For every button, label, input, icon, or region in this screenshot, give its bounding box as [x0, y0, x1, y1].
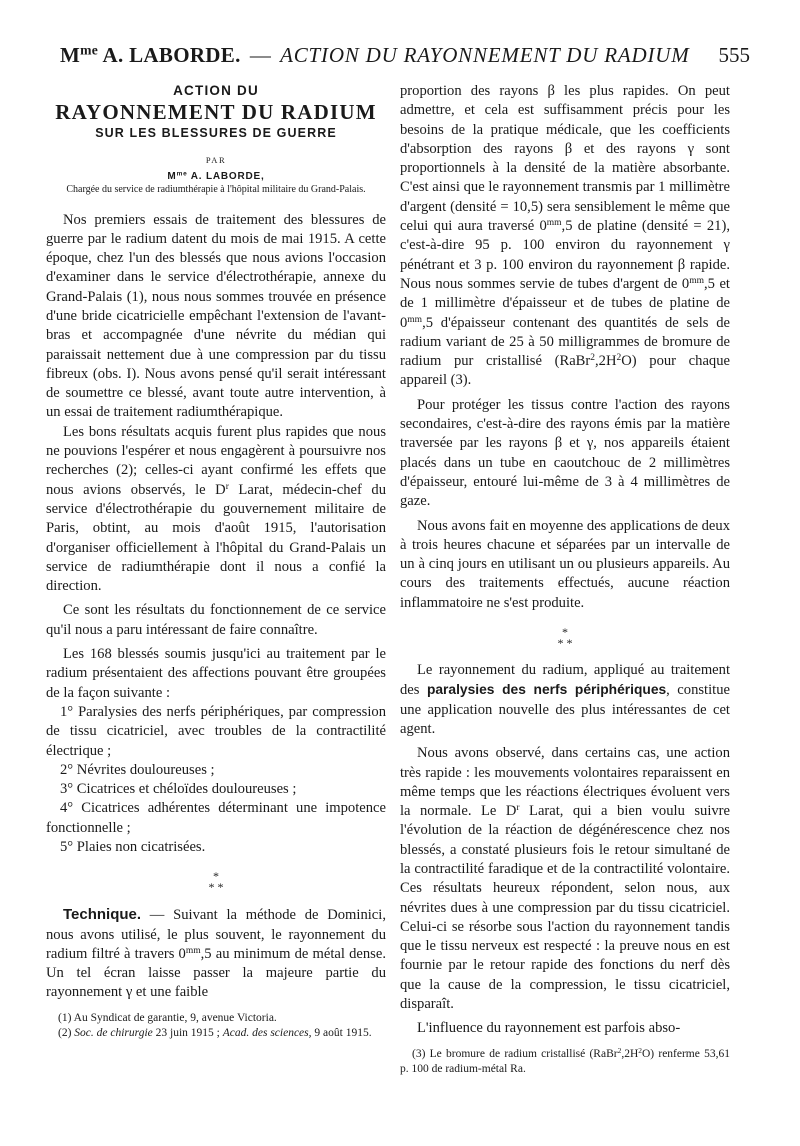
title-line-2: RAYONNEMENT DU RADIUM — [55, 100, 377, 124]
paragraph-service: Ce sont les résultats du fonctionnement de ce service qu'il nous a paru intéressant de faire connaître. — [46, 602, 386, 638]
right-column — [400, 82, 730, 1077]
paragraph-applications: Nous avons fait en moyenne des applications de deux à trois heures chacune et séparées par un intervalle de un à cinq jours en utilisant un ou plusieurs appareils. Au cours des traitements effectués, aucune réaction inflammatoire ne s'est produite. — [400, 517, 730, 611]
list-item: 4° Cicatrices adhérentes déterminant une impotence fonctionnelle ; — [46, 800, 386, 836]
list-item: 3° Cicatrices et chéloïdes douloureuses ; — [60, 781, 297, 798]
paragraph-observation: Nous avons observé, dans certains cas, une action très rapide : les mouvements volontaires reparaissent en même temps que les réactions électriques évoluent vers la normale. Le $D^r$ Larat, qui a bien voulu suivre l'évolution de la réaction de dégénérescence chez nos blessés, a constaté plusieurs fois le retour simultané de la contractilité faradique et de la contractilité volontaire. Ces résultats heureux répondent, selon nous, aux névrites dues à une compression par du tissu cicatriciel. Celui-ci se résorbe sous l'action du rayonnement tandis que le tissu nerveux est respecté : la preuve nous en est fournie par le retour rapide des fonctions du nerf dès que la cause de la compression, le tissu cicatriciel, disparaît. — [400, 745, 731, 1013]
section-separator: * * * — [208, 869, 224, 895]
paragraph-groups: Les 168 blessés soumis jusqu'ici au traitement par le radium présentaient des affections pouvant être groupées de la façon suivante : — [46, 646, 386, 701]
list-item: 1° Paralysies des nerfs périphériques, par compression de tissu cicatriciel, avec troubles de la contractilité électrique ; — [46, 703, 386, 759]
paralysies-emphasis: paralysies des nerfs périphériques — [426, 682, 667, 698]
paragraph-paralysies: Le rayonnement du radium, appliqué au traitement des paralysies des nerfs périphériques, constitue une application nouvelle des plus intéressantes de cet agent. — [400, 662, 730, 737]
page-number: 555 — [718, 43, 750, 67]
footnotes-left — [46, 1011, 386, 1041]
section-separator: * * * — [557, 625, 573, 651]
paragraph-technique: Technique. — Suivant la méthode de Dominici, nous avons utilisé, le plus souvent, le rayonnement du radium filtré à travers $0^{mm},5$ au minimum de métal dense. Un tel écran laisse passer la majeure partie du rayonnement γ et une faible — [46, 906, 386, 1001]
article-title-block — [46, 82, 386, 197]
title-line-1: ACTION DU — [173, 83, 259, 98]
running-head-title: ACTION DU RAYONNEMENT DU RADIUM — [280, 43, 690, 67]
running-head — [60, 40, 750, 70]
paragraph-intro: Nos premiers essais de traitement des blessures de guerre par le radium datent du mois de mai 1915. A cette époque, chez l'un des blessés que nous avions l'occasion d'examiner dans le service d'électrothérapie, annexe du Grand-Palais (1), nous nous sommes trouvée en présence d'une bride cicatricielle empêchant l'extension de l'avant-bras et accompagnée d'une névrite du médian qui paraissait nettement due à une compression par du tissu fibreux (obs. I). Nous avons pensé qu'il serait intéressant de soumettre ce blessé, avant toute autre intervention, à un essai de traitement radiumthérapique. — [46, 211, 386, 421]
footnote-2: (2) Soc. de chirurgie 23 juin 1915 ; Acad. des sciences, 9 août 1915. — [58, 1026, 372, 1039]
byline-par: PAR — [205, 155, 227, 165]
byline-affiliation: Chargée du service de radiumthérapie à l'hôpital militaire du Grand-Palais. — [66, 184, 366, 195]
list-item: 5° Plaies non cicatrisées. — [60, 839, 206, 855]
paragraph-absorption: proportion des rayons β les plus rapides. On peut admettre, et cela est suffisamment précis pour les besoins de la pratique médicale, que les coefficients d'absorption des rayons β et des rayons γ sont proportionnels à la densité de la matière absorbante. C'est ainsi que le rayonnement transmis par 1 millimètre d'argent (densité = 10,5) sera sensiblement le même que celui qui aura traversé $0^{mm},5$ de platine (densité = 21), c'est-à-dire 95 p. 100 environ du rayonnement γ pénétrant et 3 p. 100 environ du rayonnement β rapide. Nous nous sommes servie de tubes d'argent de $0^{mm},5$ et de 1 millimètre d'épaisseur et de tubes de platine de $0^{mm},5$ d'épaisseur contenant des quantités de sels de radium variant de 25 à 50 milligrammes de bromure de radium pur cristallisé $(RaBr^2,2H^2O)$ pour chaque appareil (3). — [400, 83, 730, 389]
paragraph-results: Les bons résultats acquis furent plus rapides que nous ne pouvions l'espérer et nous engagèrent à poursuivre nos recherches (2); celles-ci ayant confirmé les effets que nous avions observés, le $D^r$ Larat, médecin-chef du service d'électrothérapie du gouvernement militaire de Paris, obtint, au mois d'août 1915, l'autorisation d'organiser officiellement à l'hôpital du Grand-Palais un service de radiumthérapie dont il nous a confié la direction. — [46, 423, 386, 595]
paragraph-protection: Pour protéger les tissus contre l'action des rayons secondaires, c'est-à-dire des rayons émis par la matière traversée par les rayons β et γ, nos appareils étaient placés dans un tube en caoutchouc de 2 millimètres d'épaisseur, entouré lui-même de 3 à 4 millimètres de gaze. — [400, 396, 730, 510]
byline-author: $M^{me}$ A. LABORDE, — [167, 170, 265, 182]
left-column — [46, 82, 386, 1041]
technique-heading: Technique. — [63, 906, 142, 924]
footnote-1: (1) Au Syndicat de garantie, 9, avenue Victoria. — [58, 1011, 277, 1024]
running-head-author: $M^{me}$ A. LABORDE. — [60, 42, 241, 67]
title-line-3: SUR LES BLESSURES DE GUERRE — [95, 126, 337, 140]
running-head-separator: — — [249, 43, 271, 67]
list-item: 2° Névrites douloureuses ; — [60, 761, 215, 778]
affection-list — [46, 703, 386, 857]
footnote-3: (3) Le bromure de radium cristallisé $(RaBr^2,2H^2O)$ renferme 53,61 p. 100 de radium-métal Ra. — [400, 1045, 730, 1075]
footnotes-right — [400, 1047, 730, 1077]
paragraph-influence: L'influence du rayonnement est parfois abso- — [417, 1020, 681, 1037]
